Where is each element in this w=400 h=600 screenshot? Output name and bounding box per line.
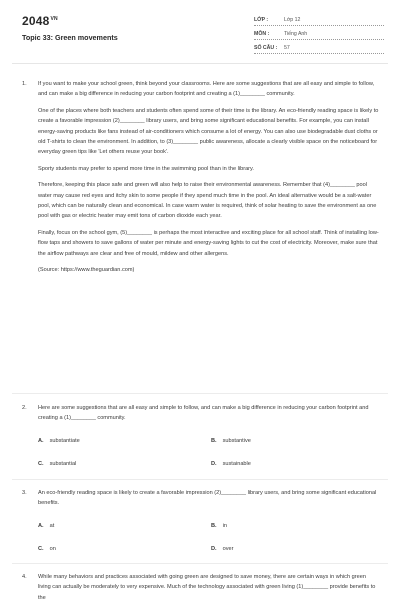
option-letter: A. [38, 523, 44, 529]
logo-text: 2048 [22, 14, 50, 28]
passage-paragraph: If you want to make your school green, think beyond your classrooms. Here are some suggestions that are all easy and simple to follow, and can make a big difference in reducing your carbon footprint and creating a (1)________ community. [38, 81, 375, 98]
option-letter: C. [38, 546, 44, 552]
question-number: 4. [22, 574, 27, 580]
meta-subject-key: MÔN : [254, 31, 270, 37]
question-divider [12, 563, 388, 564]
question-number: 1. [22, 81, 27, 87]
passage-source: (Source: https://www.theguardian.com) [38, 267, 135, 274]
meta-class-value: Lớp 12 [284, 17, 301, 23]
option-text: in [222, 523, 227, 529]
option-text: over [222, 546, 234, 552]
site-logo[interactable] [22, 14, 58, 28]
option-b[interactable] [211, 521, 227, 531]
question-text: Here are some suggestions that are all easy and simple to follow, and can make a big difference in reducing your carbon footprint and creating a (1)________ community. [38, 405, 369, 422]
passage-paragraph: Sporty students may prefer to spend more time in the swimming pool than in the library. [38, 165, 254, 172]
passage-paragraph: One of the places where both teachers and students often spend some of their time is the library. An eco-friendly reading space is likely to create a favorable impression (2)________ library users, and bring some significant educational benefits. For example, you can install energy-saving products like fans instead of air-conditioners which consume a lot of energy. You can also use biodegradable dust cloths or old T-shirts to clean the environment. In addition, to (3)________ public awareness, allocate a clearly visible space on the noticeboard for everyday green tips like 'Let others reuse your book'. [38, 107, 379, 156]
passage-paragraph: Finally, focus on the school gym, (5)________ is perhaps the most interactive and exciting place for all school staff. Think of installing low-flow taps and showers to save gallons of water per minute and energy-saving lights to cut the cost of electricity. Moreover, make sure that the airflow pathways are clear and free of mould, mildew and other allergens. [38, 229, 379, 257]
meta-count-value: 57 [284, 45, 290, 51]
question-divider [12, 479, 388, 480]
option-c[interactable] [38, 544, 56, 554]
option-d[interactable] [211, 544, 233, 554]
question-text: While many behaviors and practices associated with going green are designed to save money, there are certain ways in which green living can actually be moderately to very expensive. Much of the technology associated with green living (1)________ provide benefits to the [38, 574, 376, 600]
question-text: An eco-friendly reading space is likely to create a favorable impression (2)________ library users, and bring some significant educational benefits. [38, 490, 377, 507]
option-a[interactable] [38, 436, 80, 446]
option-text: substantial [49, 461, 77, 467]
question-divider [12, 393, 388, 394]
option-a[interactable] [38, 521, 54, 531]
question-number: 3. [22, 490, 27, 496]
option-letter: A. [38, 438, 44, 444]
page-header [0, 0, 400, 62]
option-letter: D. [211, 546, 217, 552]
meta-count-key: SỐ CÂU : [254, 45, 278, 51]
option-letter: D. [211, 461, 217, 467]
option-d[interactable] [211, 459, 251, 469]
option-text: at [49, 523, 55, 529]
option-c[interactable] [38, 459, 76, 469]
option-letter: B. [211, 523, 217, 529]
meta-class-row [254, 14, 384, 26]
meta-count-row [254, 42, 384, 54]
option-text: sustainable [222, 461, 251, 467]
meta-subject-row [254, 28, 384, 40]
reading-passage [38, 79, 380, 282]
question-number: 2. [22, 405, 27, 411]
option-text: substantive [222, 438, 251, 444]
logo-suffix: VN [50, 16, 58, 22]
option-text: substantiate [49, 438, 80, 444]
option-letter: C. [38, 461, 44, 467]
topic-title: Topic 33: Green movements [22, 33, 118, 42]
header-divider [12, 63, 388, 64]
meta-subject-value: Tiếng Anh [284, 31, 308, 37]
option-text: on [49, 546, 56, 552]
option-b[interactable] [211, 436, 251, 446]
passage-paragraph: Therefore, keeping this place safe and green will also help to raise their environmental awareness. Remember that (4)________ pool water may cause red eyes and itchy skin to some people if they spend much time in the pool. An ideal alternative would be a salt-water pool, which can be naturally clean and economical. In case warm water is required, think of solar heating to save the environment as one pool with gas or electric heater may emit tons of carbon dioxide each year. [38, 182, 377, 220]
option-letter: B. [211, 438, 217, 444]
meta-class-key: LỚP : [254, 17, 269, 23]
